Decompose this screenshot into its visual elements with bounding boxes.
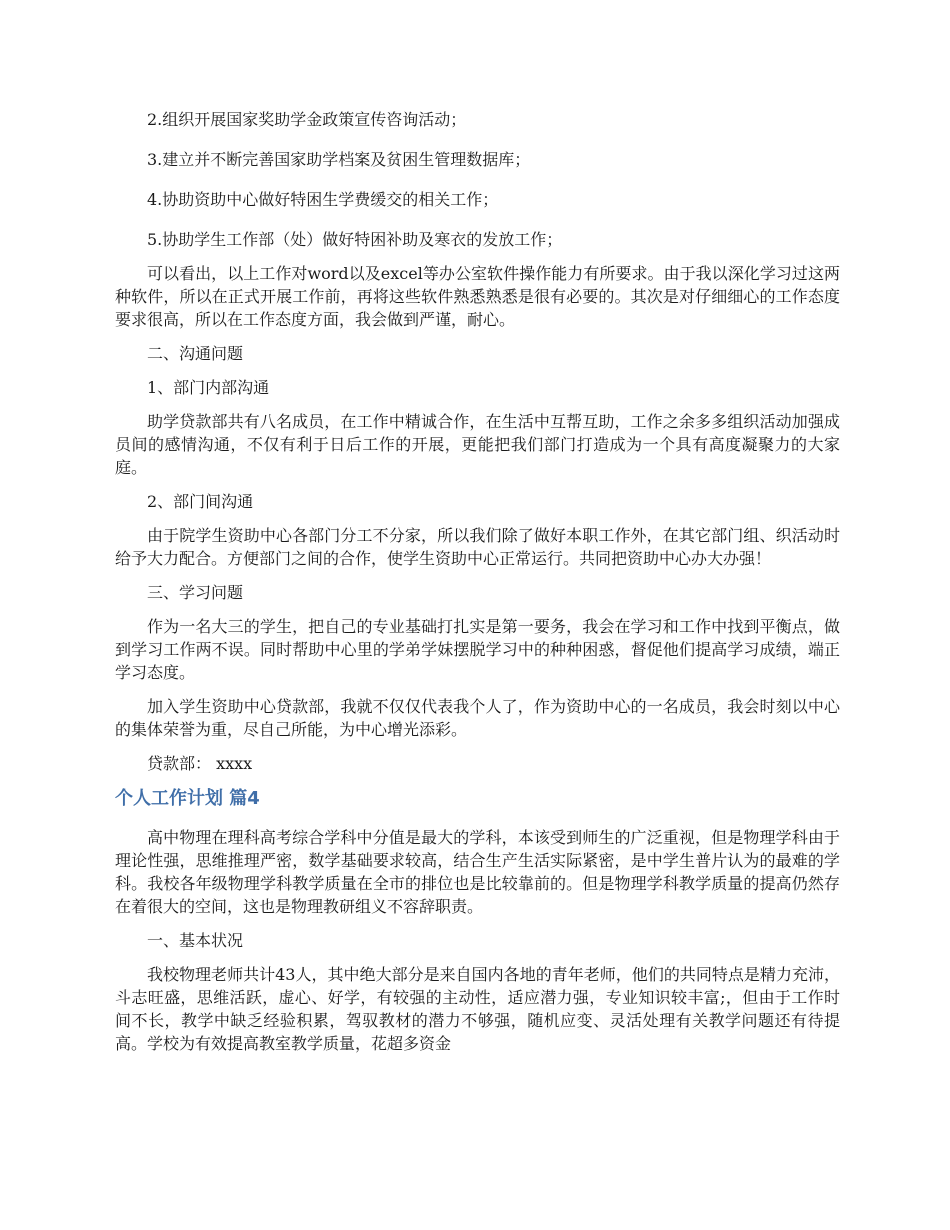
paragraph: 由于院学生资助中心各部门分工不分家，所以我们除了做好本职工作外，在其它部门组、织活动时给予大力配合。方便部门之间的合作，使学生资助中心正常运行。共同把资助中心办大办强！ [115,526,840,568]
list-item: 5.协助学生工作部（处）做好特困补助及寒衣的发放工作； [147,230,563,249]
document-page [115,108,840,1066]
section-heading: 个人工作计划 篇4 [115,788,260,809]
paragraph: 可以看出，以上工作对word以及excel等办公室软件操作能力有所要求。由于我以深化学习过这两种软件，所以在正式开展工作前，再将这些软件熟悉熟悉是很有必要的。其次是对仔细细心的工作态度要求很高，所以在工作态度方面，我会做到严谨，耐心。 [115,264,840,329]
subheading: 二、沟通问题 [147,344,244,363]
list-item: 4.协助资助中心做好特困生学费缓交的相关工作； [147,190,499,209]
subheading: 2、部门间沟通 [147,492,254,511]
paragraph: 助学贷款部共有八名成员，在工作中精诚合作，在生活中互帮互助，工作之余多多组织活动加强成员间的感情沟通，不仅有利于日后工作的开展，更能把我们部门打造成为一个具有高度凝聚力的大家庭。 [115,412,840,477]
subheading: 三、学习问题 [147,583,244,602]
subheading: 一、基本状况 [147,931,244,950]
paragraph: 高中物理在理科高考综合学科中分值是最大的学科，本该受到师生的广泛重视，但是物理学科由于理论性强，思维推理严密，数学基础要求较高，结合生产生活实际紧密，是中学生普片认为的最难的学科。我校各年级物理学科教学质量在全市的排位也是比较靠前的。但是物理学科教学质量的提高仍然存在着很大的空间，这也是物理教研组义不容辞职责。 [115,828,840,916]
paragraph: 我校物理老师共计43人，其中绝大部分是来自国内各地的青年老师，他们的共同特点是精力充沛，斗志旺盛，思维活跃，虚心、好学，有较强的主动性，适应潜力强，专业知识较丰富;，但由于工作时间不长，教学中缺乏经验积累，驾驭教材的潜力不够强，随机应变、灵活处理有关教学问题还有待提高。学校为有效提高教室教学质量，花超多资金 [115,965,840,1053]
signature-line: 贷款部： xxxx [147,754,253,773]
list-item: 2.组织开展国家奖助学金政策宣传咨询活动； [147,110,467,129]
paragraph: 作为一名大三的学生，把自己的专业基础打扎实是第一要务，我会在学习和工作中找到平衡点，做到学习工作两不误。同时帮助中心里的学弟学妹摆脱学习中的种种困惑，督促他们提高学习成绩，端正学习态度。 [115,617,840,682]
list-item: 3.建立并不断完善国家助学档案及贫困生管理数据库； [147,150,531,169]
subheading: 1、部门内部沟通 [147,378,270,397]
paragraph: 加入学生资助中心贷款部，我就不仅仅代表我个人了，作为资助中心的一名成员，我会时刻以中心的集体荣誉为重，尽自己所能，为中心增光添彩。 [115,697,840,739]
